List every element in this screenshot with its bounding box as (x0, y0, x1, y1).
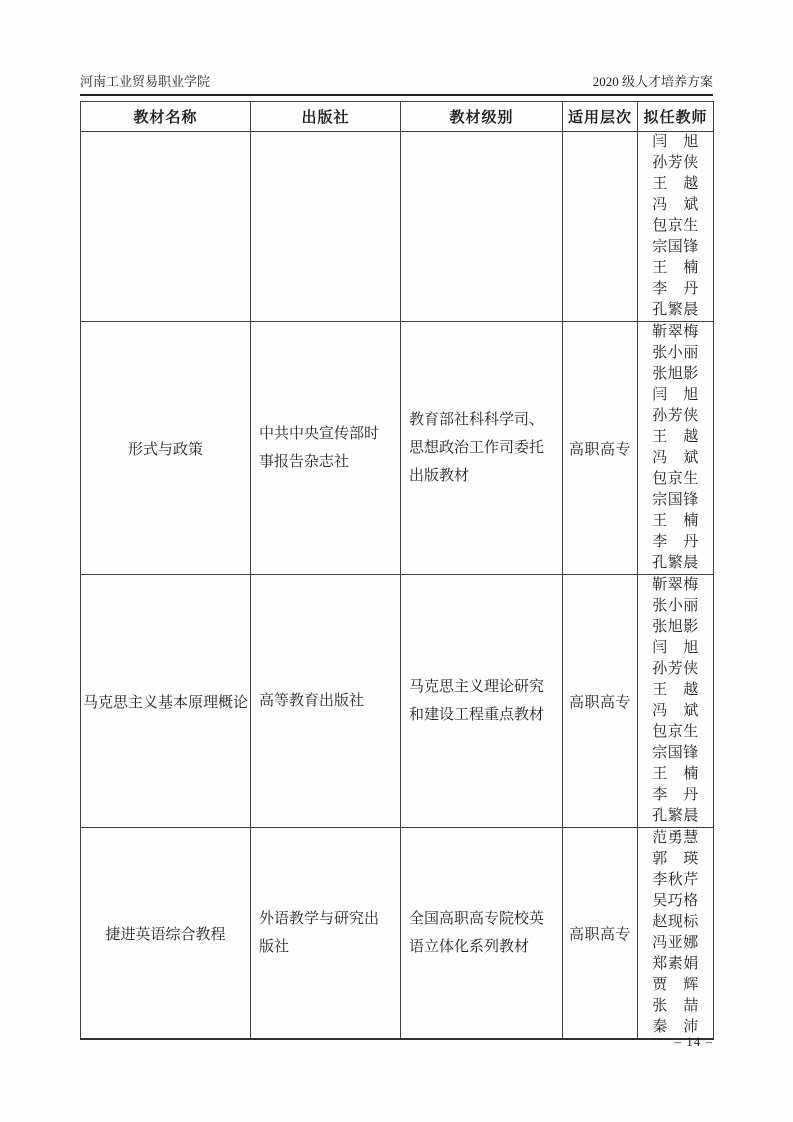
column-header-layer: 适用层次 (563, 102, 638, 132)
cell-layer (563, 322, 638, 575)
cell-level (401, 322, 563, 575)
teacher-name: 闫 旭 (652, 640, 699, 656)
teacher-name: 孔繁晨 (652, 302, 699, 318)
cell-publisher (251, 575, 401, 828)
teacher-name: 孔繁晨 (652, 808, 699, 824)
teacher-name: 张 喆 (652, 998, 699, 1014)
table-row (81, 322, 714, 575)
cell-level-text (401, 223, 562, 231)
header-rule (80, 94, 713, 96)
teacher-name: 王 楠 (652, 766, 699, 782)
teacher-name: 贾 辉 (652, 977, 699, 993)
teacher-name: 李 丹 (652, 534, 699, 550)
cell-level (401, 575, 563, 828)
column-header-publisher: 出版社 (251, 102, 401, 132)
teacher-name: 王 越 (652, 176, 699, 192)
teacher-name: 宗国锋 (652, 745, 699, 761)
cell-level-text: 马克思主义理论研究和建设工程重点教材 (409, 679, 545, 723)
teacher-name: 宗国锋 (652, 492, 699, 508)
header-plan-title: 2020 级人才培养方案 (592, 74, 713, 89)
cell-layer (563, 828, 638, 1040)
cell-layer-text: 高职高专 (568, 694, 631, 711)
cell-teachers (638, 322, 714, 575)
cell-publisher (251, 322, 401, 575)
teacher-name: 王 越 (652, 429, 699, 445)
cell-layer-text: 高职高专 (568, 926, 631, 943)
teacher-name: 范勇慧 (652, 830, 699, 846)
teacher-name: 靳翠梅 (652, 324, 699, 340)
cell-layer (563, 575, 638, 828)
cell-textbook-name-text: 形式与政策 (127, 441, 203, 458)
column-header-level: 教材级别 (401, 102, 563, 132)
cell-publisher-text: 中共中央宣传部时事报告杂志社 (259, 426, 380, 470)
cell-level (401, 828, 563, 1040)
cell-level (401, 132, 563, 322)
teacher-name: 郭 瑛 (652, 851, 699, 867)
cell-level-text: 教育部社科科学司、思想政治工作司委托出版教材 (409, 412, 545, 484)
teacher-name: 闫 旭 (652, 387, 699, 403)
column-header-textbook-name: 教材名称 (81, 102, 251, 132)
teacher-name: 冯 斌 (652, 703, 699, 719)
teacher-name: 赵现标 (652, 914, 699, 930)
cell-level-text: 全国高职高专院校英语立体化系列教材 (409, 911, 545, 955)
teacher-name: 郑素娟 (652, 956, 699, 972)
cell-publisher (251, 132, 401, 322)
table-row (81, 575, 714, 828)
teacher-name: 李秋芹 (652, 872, 699, 888)
cell-textbook-name (81, 828, 251, 1040)
page-header (80, 74, 713, 90)
header-school-name: 河南工业贸易职业学院 (80, 74, 211, 89)
teacher-name: 冯 斌 (652, 450, 699, 466)
teacher-name: 孔繁晨 (652, 555, 699, 571)
page-number: – 14 – (674, 1034, 713, 1049)
cell-publisher (251, 828, 401, 1040)
teacher-name: 孙芳侠 (652, 408, 699, 424)
teacher-name: 秦 沛 (652, 1019, 699, 1035)
cell-teachers (638, 575, 714, 828)
table-header-row (81, 102, 714, 132)
cell-textbook-name-text: 马克思主义基本原理概论 (82, 694, 248, 711)
teacher-name: 王 越 (652, 682, 699, 698)
cell-textbook-name-text: 捷进英语综合教程 (105, 926, 226, 943)
table-row (81, 132, 714, 322)
teacher-name: 张小丽 (652, 345, 699, 361)
cell-textbook-name (81, 132, 251, 322)
teacher-name: 张小丽 (652, 598, 699, 614)
textbook-table (80, 101, 714, 1040)
teacher-name: 包京生 (652, 218, 699, 234)
cell-layer (563, 132, 638, 322)
teacher-name: 孙芳侠 (652, 155, 699, 171)
teacher-name: 李 丹 (652, 787, 699, 803)
teacher-name: 靳翠梅 (652, 577, 699, 593)
cell-teachers (638, 132, 714, 322)
cell-teachers (638, 828, 714, 1040)
cell-publisher-text: 外语教学与研究出版社 (259, 911, 380, 955)
teacher-name: 王 楠 (652, 260, 699, 276)
column-header-teachers: 拟任教师 (638, 102, 714, 132)
table-row (81, 828, 714, 1040)
table-body (81, 132, 714, 1040)
teacher-name: 张旭影 (652, 619, 699, 635)
teacher-name: 冯亚娜 (652, 935, 699, 951)
cell-layer-text: 高职高专 (568, 441, 631, 458)
cell-textbook-name (81, 322, 251, 575)
teacher-name: 宗国锋 (652, 239, 699, 255)
teacher-name: 李 丹 (652, 281, 699, 297)
teacher-name: 张旭影 (652, 366, 699, 382)
teacher-name: 包京生 (652, 471, 699, 487)
teacher-name: 闫 旭 (652, 134, 699, 150)
teacher-name: 吴巧格 (652, 893, 699, 909)
cell-publisher-text: 高等教育出版社 (259, 693, 365, 709)
cell-textbook-name (81, 575, 251, 828)
teacher-name: 冯 斌 (652, 197, 699, 213)
teacher-name: 孙芳侠 (652, 661, 699, 677)
teacher-name: 包京生 (652, 724, 699, 740)
cell-publisher-text (251, 223, 400, 231)
teacher-name: 王 楠 (652, 513, 699, 529)
